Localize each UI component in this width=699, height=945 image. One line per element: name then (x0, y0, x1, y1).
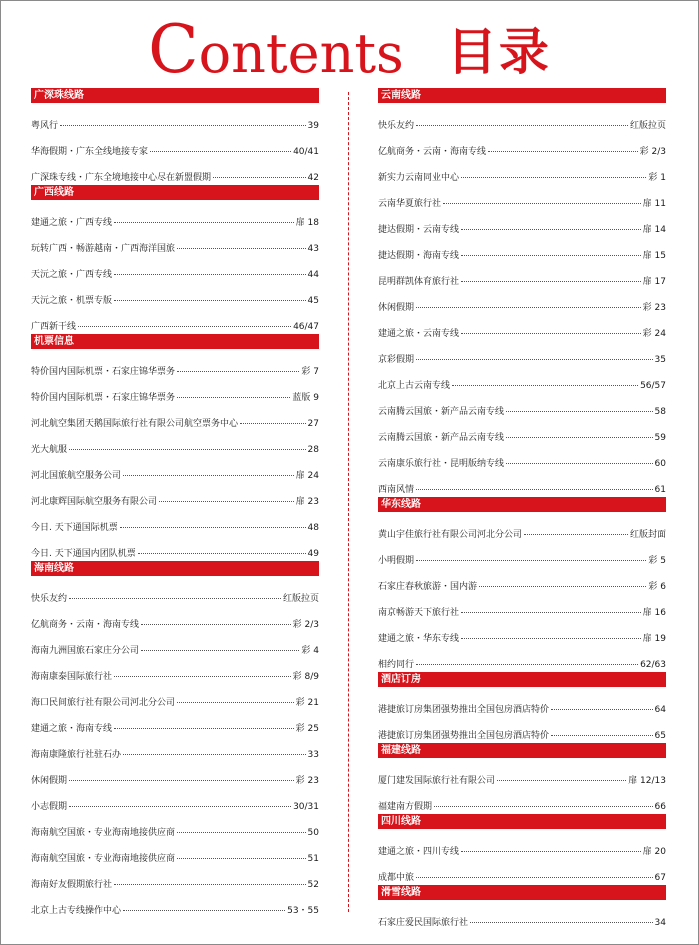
entry-page: 彩 21 (295, 698, 319, 708)
dot-leader (78, 326, 291, 327)
entry-title: 特价国内国际机票・石家庄锦华票务 (31, 367, 176, 377)
toc-entry[interactable] (31, 576, 319, 606)
entry-title: 天沅之旅・广西专线 (31, 270, 113, 280)
toc-entry[interactable] (378, 542, 666, 568)
dot-leader (461, 229, 641, 230)
section-heading: 酒店订房 (378, 672, 666, 687)
entry-page: 红版拉页 (629, 121, 666, 131)
entry-page: 64 (654, 705, 666, 715)
toc-section (31, 88, 319, 185)
entry-page: 扉 16 (642, 608, 666, 618)
column-divider (348, 92, 349, 912)
toc-entry[interactable] (31, 349, 319, 379)
entry-page: 60 (654, 459, 666, 469)
entry-page: 28 (307, 445, 319, 455)
toc-entry[interactable] (378, 859, 666, 885)
entry-page: 42 (307, 173, 319, 183)
dot-leader (123, 475, 294, 476)
dot-leader (240, 423, 306, 424)
entry-title: 广西新干线 (31, 322, 77, 332)
title-english (148, 11, 404, 88)
entry-page: 65 (654, 731, 666, 741)
entry-page: 52 (307, 880, 319, 890)
entry-page: 46/47 (293, 322, 319, 332)
toc-entry[interactable] (31, 431, 319, 457)
entry-title: 厦门建发国际旅行社有限公司 (378, 776, 496, 786)
toc-entry[interactable] (31, 762, 319, 788)
section-heading: 广深珠线路 (31, 88, 319, 103)
entry-page: 彩 8/9 (292, 672, 319, 682)
entry-title: 海南康隆旅行社驻石办 (31, 750, 122, 760)
entry-page: 30/31 (293, 802, 319, 812)
entry-title: 海南九洲国旅石家庄分公司 (31, 646, 140, 656)
toc-entry[interactable] (31, 509, 319, 535)
entry-title: 云南康乐旅行社・昆明版纳专线 (378, 459, 505, 469)
entry-title: 粤风行 (31, 121, 59, 131)
entry-page: 彩 1 (648, 173, 666, 183)
dot-leader (470, 922, 653, 923)
toc-entry[interactable] (31, 866, 319, 892)
dot-leader (69, 806, 291, 807)
entry-page: 61 (654, 485, 666, 495)
entry-page: 49 (307, 549, 319, 559)
section-heading: 海南线路 (31, 561, 319, 576)
entry-page: 50 (307, 828, 319, 838)
dot-leader (141, 624, 291, 625)
dot-leader (69, 598, 281, 599)
entry-page: 彩 23 (295, 776, 319, 786)
entry-page: 扉 18 (295, 218, 319, 228)
dot-leader (69, 449, 306, 450)
entry-title: 天沅之旅・机票专版 (31, 296, 113, 306)
toc-entry[interactable] (378, 594, 666, 620)
entry-page: 红版拉页 (282, 594, 319, 604)
entry-page: 33 (307, 750, 319, 760)
dot-leader (497, 780, 626, 781)
entry-title: 海口民间旅行社有限公司河北分公司 (31, 698, 176, 708)
toc-entry[interactable] (31, 684, 319, 710)
entry-page: 39 (307, 121, 319, 131)
entry-page: 44 (307, 270, 319, 280)
toc-section (378, 743, 666, 814)
entry-title: 休闲假期 (31, 776, 68, 786)
entry-title: 相约同行 (378, 660, 415, 670)
entry-title: 玩转广西・畅游越南・广西海洋国旅 (31, 244, 176, 254)
entry-page: 扉 12/13 (628, 776, 666, 786)
entry-title: 河北康辉国际航空服务有限公司 (31, 497, 158, 507)
entry-page: 扉 15 (642, 251, 666, 261)
entry-page: 35 (654, 355, 666, 365)
dot-leader (506, 411, 653, 412)
toc-entry[interactable] (31, 483, 319, 509)
toc-section (378, 814, 666, 885)
dot-leader (506, 463, 653, 464)
entry-title: 建通之旅・四川专线 (378, 847, 460, 857)
entry-title: 云南华夏旅行社 (378, 199, 442, 209)
toc-entry[interactable] (31, 133, 319, 159)
dot-leader (416, 125, 628, 126)
toc-section (378, 497, 666, 672)
dot-leader (177, 397, 290, 398)
dot-leader (177, 371, 299, 372)
toc-entry[interactable] (378, 471, 666, 497)
entry-title: 港捷旅订房集团强势推出全国包房酒店特价 (378, 731, 550, 741)
dot-leader (416, 560, 646, 561)
dot-leader (123, 754, 306, 755)
dot-leader (461, 255, 641, 256)
entry-title: 京彩假期 (378, 355, 415, 365)
entry-page: 扉 11 (642, 199, 666, 209)
entry-title: 北京上古云南专线 (378, 381, 451, 391)
dot-leader (114, 300, 306, 301)
dot-leader (138, 553, 306, 554)
toc-entry[interactable] (31, 405, 319, 431)
toc-entry[interactable] (378, 103, 666, 133)
entry-title: 港捷旅订房集团强势推出全国包房酒店特价 (378, 705, 550, 715)
entry-page: 67 (654, 873, 666, 883)
entry-page: 扉 24 (295, 471, 319, 481)
dot-leader (120, 527, 306, 528)
dot-leader (479, 586, 646, 587)
toc-entry[interactable] (378, 341, 666, 367)
entry-title: 快乐友约 (378, 121, 415, 131)
page-title (0, 11, 699, 88)
dot-leader (177, 248, 306, 249)
entry-title: 福建南方假期 (378, 802, 433, 812)
entry-page: 彩 7 (301, 367, 319, 377)
entry-title: 亿航商务・云南・海南专线 (31, 620, 140, 630)
entry-title: 今日. 天下通国际机票 (31, 523, 118, 533)
dot-leader (177, 858, 306, 859)
dot-leader (443, 203, 641, 204)
entry-page: 扉 19 (642, 634, 666, 644)
entry-page: 彩 23 (642, 303, 666, 313)
dot-leader (69, 780, 294, 781)
entry-page: 扉 20 (642, 847, 666, 857)
toc-entry[interactable] (378, 237, 666, 263)
section-heading: 云南线路 (378, 88, 666, 103)
entry-title: 新实力云南同业中心 (378, 173, 460, 183)
title-initial: C (148, 11, 199, 88)
toc-entry[interactable] (378, 717, 666, 743)
toc-entry[interactable] (378, 512, 666, 542)
dot-leader (114, 884, 306, 885)
entry-title: 小明假期 (378, 556, 415, 566)
toc-entry[interactable] (378, 758, 666, 788)
entry-title: 捷达假期・云南专线 (378, 225, 460, 235)
entry-title: 捷达假期・海南专线 (378, 251, 460, 261)
entry-title: 建通之旅・云南专线 (378, 329, 460, 339)
toc-section (378, 88, 666, 497)
title-chinese: 目录 (446, 23, 551, 81)
dot-leader (114, 728, 294, 729)
entry-title: 河北航空集团天鹅国际旅行社有限公司航空票务中心 (31, 419, 239, 429)
entry-title: 休闲假期 (378, 303, 415, 313)
entry-page: 彩 5 (648, 556, 666, 566)
entry-title: 云南腾云国旅・新产品云南专线 (378, 407, 505, 417)
entry-title: 海南航空国旅・专业海南地接供应商 (31, 828, 176, 838)
toc-section (378, 885, 666, 930)
entry-title: 南京畅游天下旅行社 (378, 608, 460, 618)
dot-leader (551, 735, 653, 736)
entry-title: 今日. 天下通国内团队机票 (31, 549, 136, 559)
dot-leader (123, 910, 285, 911)
entry-page: 51 (307, 854, 319, 864)
toc-entry[interactable] (378, 133, 666, 159)
section-heading: 华东线路 (378, 497, 666, 512)
entry-title: 黄山宇佳旅行社有限公司河北分公司 (378, 530, 523, 540)
toc-entry[interactable] (31, 457, 319, 483)
toc-section (31, 561, 319, 918)
dot-leader (461, 612, 641, 613)
dot-leader (524, 534, 628, 535)
dot-leader (461, 333, 641, 334)
entry-title: 建通之旅・广西专线 (31, 218, 113, 228)
entry-page: 彩 2/3 (292, 620, 319, 630)
dot-leader (416, 359, 653, 360)
toc-entry[interactable] (378, 646, 666, 672)
section-heading: 福建线路 (378, 743, 666, 758)
entry-title: 河北国旅航空服务公司 (31, 471, 122, 481)
entry-page: 56/57 (640, 381, 666, 391)
entry-page: 彩 25 (295, 724, 319, 734)
dot-leader (452, 385, 638, 386)
entry-page: 扉 14 (642, 225, 666, 235)
toc-entry[interactable] (378, 159, 666, 185)
toc-entry[interactable] (378, 568, 666, 594)
entry-page: 48 (307, 523, 319, 533)
dot-leader (114, 222, 294, 223)
entry-page: 40/41 (293, 147, 319, 157)
toc-entry[interactable] (378, 393, 666, 419)
toc-entry[interactable] (31, 103, 319, 133)
entry-page: 彩 4 (301, 646, 319, 656)
entry-title: 小志假期 (31, 802, 68, 812)
dot-leader (551, 709, 653, 710)
entry-page: 彩 2/3 (639, 147, 666, 157)
entry-title: 快乐友约 (31, 594, 68, 604)
toc-entry[interactable] (378, 419, 666, 445)
dot-leader (416, 877, 653, 878)
entry-title: 石家庄春秋旅游・国内游 (378, 582, 478, 592)
entry-title: 石家庄爱民国际旅行社 (378, 918, 469, 928)
dot-leader (60, 125, 306, 126)
toc-entry[interactable] (31, 256, 319, 282)
entry-page: 34 (654, 918, 666, 928)
toc-entry[interactable] (31, 710, 319, 736)
toc-entry[interactable] (31, 788, 319, 814)
entry-title: 建通之旅・海南专线 (31, 724, 113, 734)
toc-section (378, 672, 666, 743)
toc-entry[interactable] (31, 632, 319, 658)
toc-entry[interactable] (378, 829, 666, 859)
dot-leader (177, 702, 294, 703)
entry-title: 成都中旅 (378, 873, 415, 883)
entry-title: 广深珠专线・广东全境地接中心尽在新盟假期 (31, 173, 212, 183)
dot-leader (488, 151, 638, 152)
entry-title: 华海假期・广东全线地接专家 (31, 147, 149, 157)
entry-page: 27 (307, 419, 319, 429)
title-rest: ontents (198, 22, 404, 85)
right-column (378, 88, 666, 930)
entry-title: 特价国内国际机票・石家庄锦华票务 (31, 393, 176, 403)
dot-leader (461, 177, 646, 178)
entry-page: 蓝版 9 (292, 393, 319, 403)
toc-entry[interactable] (31, 840, 319, 866)
entry-page: 彩 6 (648, 582, 666, 592)
entry-title: 亿航商务・云南・海南专线 (378, 147, 487, 157)
dot-leader (416, 489, 653, 490)
dot-leader (141, 650, 299, 651)
dot-leader (461, 851, 641, 852)
toc-entry[interactable] (31, 308, 319, 334)
entry-title: 建通之旅・华东专线 (378, 634, 460, 644)
dot-leader (461, 281, 641, 282)
entry-page: 红版封面 (629, 530, 666, 540)
toc-entry[interactable] (31, 535, 319, 561)
entry-page: 45 (307, 296, 319, 306)
dot-leader (114, 676, 291, 677)
toc-entry[interactable] (378, 263, 666, 289)
entry-title: 海南好友假期旅行社 (31, 880, 113, 890)
entry-page: 58 (654, 407, 666, 417)
toc-entry[interactable] (31, 892, 319, 918)
entry-page: 62/63 (640, 660, 666, 670)
toc-section (31, 334, 319, 561)
toc-entry[interactable] (378, 185, 666, 211)
dot-leader (159, 501, 294, 502)
toc-entry[interactable] (378, 315, 666, 341)
entry-page: 扉 17 (642, 277, 666, 287)
dot-leader (213, 177, 306, 178)
entry-title: 昆明群凯体育旅行社 (378, 277, 460, 287)
dot-leader (416, 307, 641, 308)
dot-leader (150, 151, 291, 152)
toc-entry[interactable] (31, 159, 319, 185)
toc-entry[interactable] (378, 289, 666, 315)
toc-entry[interactable] (31, 230, 319, 256)
entry-page: 59 (654, 433, 666, 443)
toc-entry[interactable] (378, 620, 666, 646)
toc-entry[interactable] (31, 200, 319, 230)
entry-title: 西南风情 (378, 485, 415, 495)
dot-leader (416, 664, 638, 665)
dot-leader (434, 806, 653, 807)
entry-title: 云南腾云国旅・新产品云南专线 (378, 433, 505, 443)
entry-page: 彩 24 (642, 329, 666, 339)
toc-entry[interactable] (378, 900, 666, 930)
entry-page: 43 (307, 244, 319, 254)
dot-leader (177, 832, 306, 833)
toc-entry[interactable] (378, 687, 666, 717)
section-heading: 滑雪线路 (378, 885, 666, 900)
dot-leader (461, 638, 641, 639)
section-heading: 机票信息 (31, 334, 319, 349)
toc-entry[interactable] (378, 788, 666, 814)
dot-leader (114, 274, 306, 275)
toc-section (31, 185, 319, 334)
section-heading: 四川线路 (378, 814, 666, 829)
entry-page: 扉 23 (295, 497, 319, 507)
section-heading: 广西线路 (31, 185, 319, 200)
left-column (31, 88, 319, 918)
toc-entry[interactable] (31, 282, 319, 308)
entry-page: 66 (654, 802, 666, 812)
toc-entry[interactable] (31, 606, 319, 632)
toc-entry[interactable] (378, 367, 666, 393)
toc-entry[interactable] (31, 736, 319, 762)
entry-title: 光大航服 (31, 445, 68, 455)
entry-title: 海南康泰国际旅行社 (31, 672, 113, 682)
toc-entry[interactable] (31, 379, 319, 405)
entry-title: 北京上古专线操作中心 (31, 906, 122, 916)
toc-entry[interactable] (31, 814, 319, 840)
toc-entry[interactable] (378, 445, 666, 471)
entry-title: 海南航空国旅・专业海南地接供应商 (31, 854, 176, 864)
entry-page: 53・55 (287, 906, 319, 916)
dot-leader (506, 437, 653, 438)
toc-entry[interactable] (378, 211, 666, 237)
toc-entry[interactable] (31, 658, 319, 684)
